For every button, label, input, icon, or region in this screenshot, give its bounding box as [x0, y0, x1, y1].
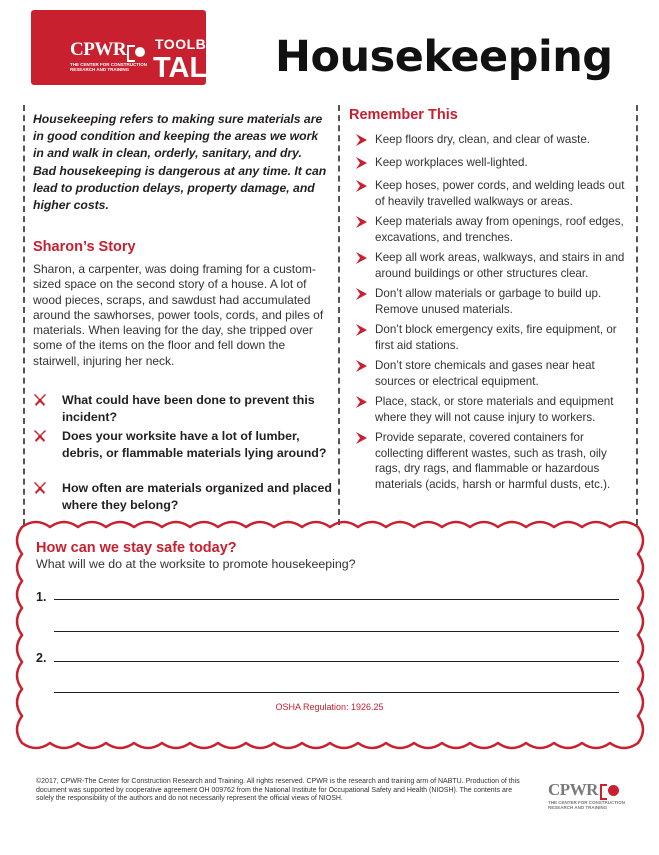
question-item: [33, 480, 332, 514]
remember-heading: Remember This: [349, 107, 458, 123]
safe-heading: How can we stay safe today?: [36, 540, 237, 556]
chevron-right-icon: [356, 396, 367, 408]
question-item: [33, 392, 328, 426]
toolbox-handle-icon: [99, 14, 143, 27]
chevron-right-icon: [356, 157, 367, 169]
question-text: Does your worksite have a lot of lumber, debris, or flammable materials lying around?: [62, 429, 327, 460]
logo-talk-text: TALK: [153, 52, 229, 84]
answer-number-2: 2.: [36, 651, 47, 665]
answer-line[interactable]: [54, 631, 619, 632]
answer-line[interactable]: [54, 692, 619, 693]
chevron-right-icon: [356, 134, 367, 146]
right-dashed-border: [636, 105, 638, 525]
footer-logo-bracket-icon: [600, 784, 607, 800]
question-item: [33, 428, 328, 478]
answer-line[interactable]: [54, 599, 619, 600]
story-heading: Sharon’s Story: [33, 239, 136, 255]
chevron-right-icon: [356, 432, 367, 444]
answer-line[interactable]: [54, 661, 619, 662]
safe-prompt: What will we do at the worksite to promote housekeeping?: [36, 557, 356, 571]
footer-copyright: ©2017, CPWR-The Center for Construction Research and Training. All rights reserved. CPWR is the research and training arm of NABTU. Production of this document was supported by cooperative agreement OH 009762 from the National Institute for Occupational Safety and Health (NIOSH). The contents are solely the responsibility of the authors and do not necessarily represent the official views of NIOSH.: [36, 778, 520, 803]
answer-number-1: 1.: [36, 590, 47, 604]
logo-bracket-icon: [127, 45, 135, 62]
osha-regulation: OSHA Regulation: 1926.25: [275, 702, 384, 712]
chevron-right-icon: [356, 324, 367, 336]
footer-logo-text: CPWR: [548, 780, 598, 799]
story-paragraph: Sharon, a carpenter, was doing framing for a custom-sized space on the second story of a house. A lot of wood pieces, scraps, and sawdust had accumulated around the sawhorses, power tools, cords, and piles of materials. When leaving for the day, she tripped over some of the items on the floor and fell down the stairwell, injuring her neck.: [33, 262, 324, 368]
logo-org-text: CPWR: [70, 39, 127, 60]
chevron-right-icon: [356, 288, 367, 300]
chevron-right-icon: [356, 360, 367, 372]
page-title: Housekeeping: [275, 32, 613, 82]
intro-paragraph: Housekeeping refers to making sure materials are in good condition and keeping the areas we work in and walk in clean, orderly, sanitary, and dry. Bad housekeeping is dangerous at any time. It can lead to production delays, property damage, and higher costs.: [33, 112, 327, 213]
middle-dashed-divider: [338, 105, 340, 525]
question-text: How often are materials organized and placed where they belong?: [62, 481, 332, 512]
question-text: What could have been done to prevent this incident?: [62, 393, 315, 424]
chevron-right-icon: [356, 216, 367, 228]
footer-logo-subtitle: THE CENTER FOR CONSTRUCTION RESEARCH AND TRAINING: [548, 800, 625, 811]
logo-toolbox-text: TOOLBOX: [155, 36, 228, 52]
logo-subtitle: THE CENTER FOR CONSTRUCTION RESEARCH AND TRAINING: [70, 62, 147, 72]
chevron-right-icon: [356, 180, 367, 192]
chevron-right-icon: [356, 252, 367, 264]
wrench-icon: [33, 481, 47, 495]
left-dashed-border: [23, 105, 25, 525]
wrench-icon: [33, 429, 47, 443]
logo-dot-icon: [135, 47, 145, 57]
footer-logo-dot-icon: [608, 785, 619, 796]
wrench-icon: [33, 393, 47, 407]
